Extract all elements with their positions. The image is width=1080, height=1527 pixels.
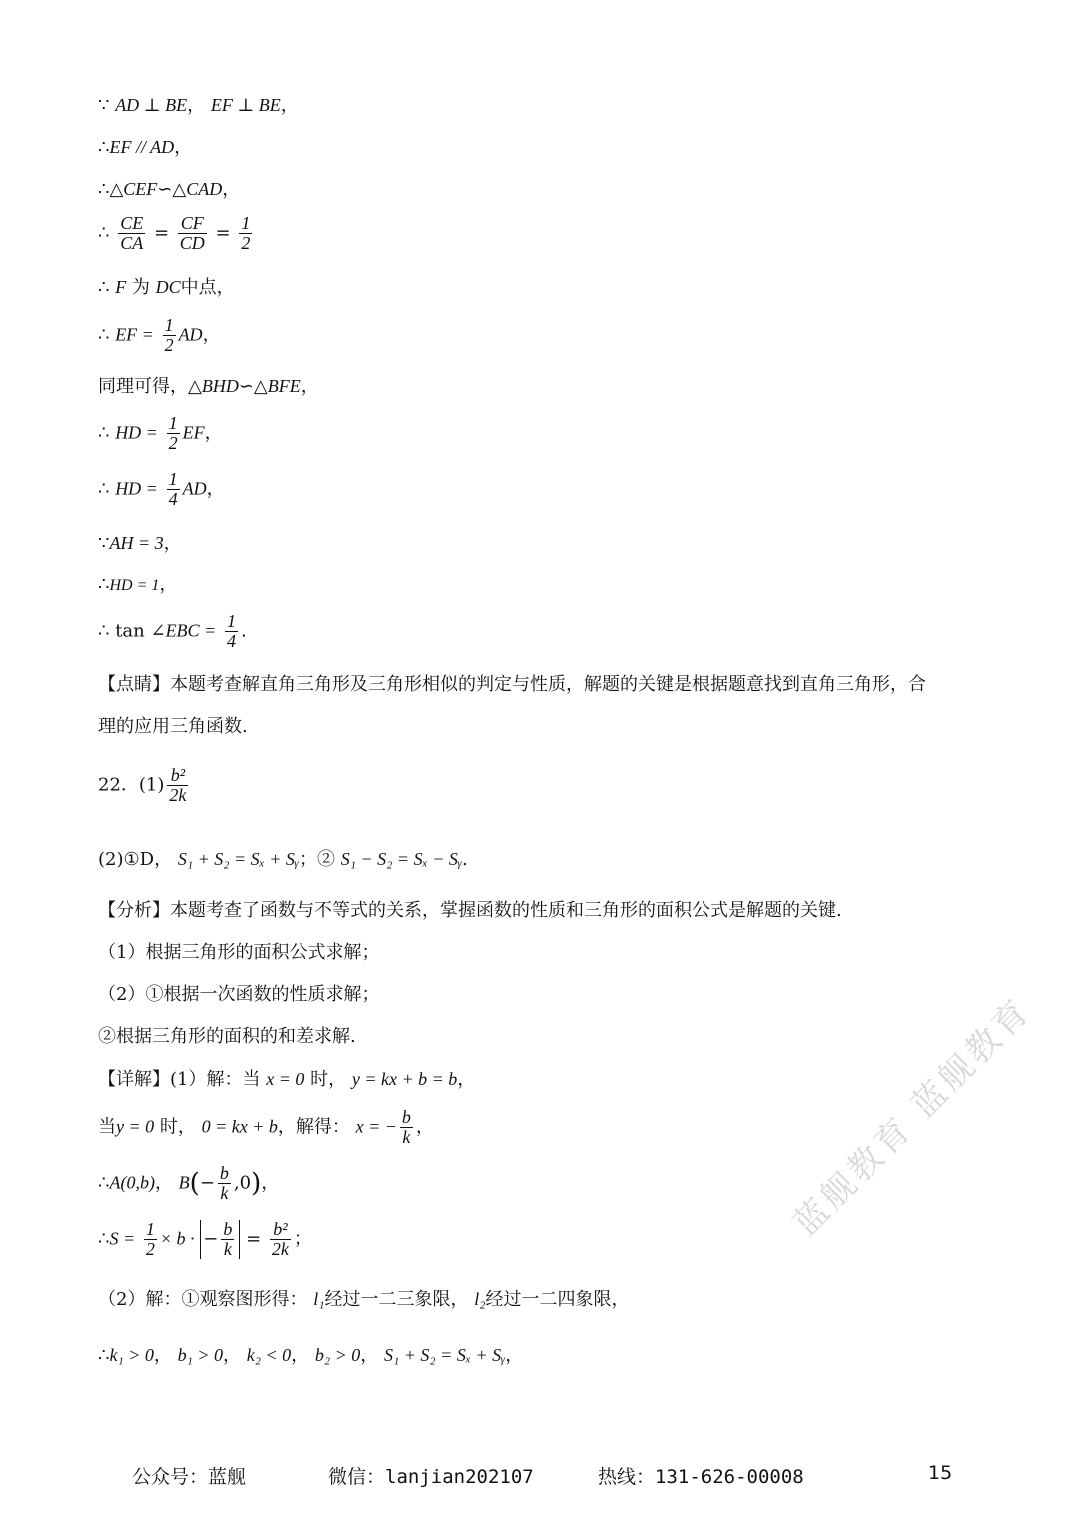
line-23: ∴A(0,b)， B(− $\frac{b}{k}$ ,0)， xyxy=(98,1163,280,1203)
equals: = xyxy=(246,1228,262,1250)
fraction: $\frac{\text{b²}}{2k}$ xyxy=(169,765,187,805)
therefore-symbol: ∴ xyxy=(98,478,110,500)
text: 为 xyxy=(131,277,150,298)
math-expr: b₁ > 0 xyxy=(177,1345,223,1365)
math-expr: EF = xyxy=(115,324,154,345)
line-24 xyxy=(98,1220,312,1259)
text: ；② xyxy=(299,849,336,870)
punct: ， xyxy=(300,376,319,397)
punct: ， xyxy=(202,324,221,346)
math-expr: S = xyxy=(109,1228,136,1249)
math-expr: × b · xyxy=(159,1228,195,1249)
punct: ， xyxy=(163,533,182,554)
punct: . xyxy=(461,849,468,870)
math-expr: y = 0 xyxy=(116,1116,155,1137)
punct: ， xyxy=(222,179,241,200)
because-symbol: ∵ xyxy=(98,95,110,116)
text: 时， xyxy=(310,1069,347,1090)
punct: ， xyxy=(280,95,299,116)
math-expr: ,0 xyxy=(233,1172,252,1194)
text: 时， xyxy=(159,1116,196,1138)
therefore-symbol: ∴ xyxy=(98,137,110,158)
line-19: （2）①根据一次函数的性质求解； xyxy=(98,984,380,1005)
punct: ， xyxy=(505,1345,524,1366)
math-expr: S₁ + S₂ = Sₓ + Sᵧ xyxy=(384,1345,506,1365)
therefore-symbol: ∴ xyxy=(98,222,110,244)
line-20: ②根据三角形的面积的和差求解. xyxy=(98,1026,356,1047)
punct: ， xyxy=(154,1172,173,1194)
page-number: 15 xyxy=(928,1462,953,1484)
fraction: $\frac{1}{2}$ xyxy=(168,413,178,453)
math-expr: x = − xyxy=(355,1116,397,1137)
fraction: $\frac{1}{2}$ xyxy=(164,315,174,355)
line-15 xyxy=(98,766,191,805)
math-var: l₁ xyxy=(313,1289,325,1309)
math-var: F xyxy=(115,277,127,297)
math-expr: k₂ < 0 xyxy=(246,1345,292,1365)
punct: ， xyxy=(204,422,223,444)
math-expr: △BHD∽△BFE xyxy=(188,376,301,396)
line-12 xyxy=(98,612,247,651)
math-var: B xyxy=(178,1172,190,1193)
line-5 xyxy=(98,278,235,297)
text: (2)①D， xyxy=(98,849,173,870)
line-6 xyxy=(98,316,221,355)
punct: ， xyxy=(206,478,225,500)
watermark: 蓝舰教育 蓝舰教育 xyxy=(785,990,1040,1244)
fraction: $\frac{1}{4}$ xyxy=(168,469,178,509)
line-17: 【分析】本题考查了函数与不等式的关系，掌握函数的性质和三角形的面积公式是解题的关键. xyxy=(98,900,842,921)
therefore-symbol: ∴ xyxy=(98,324,110,346)
math-expr: HD = xyxy=(115,422,158,443)
line-3 xyxy=(98,180,240,199)
text: （2）解：①观察图形得： xyxy=(98,1289,308,1310)
footer-hotline xyxy=(598,1462,804,1489)
math-expr: ∠EBC = xyxy=(150,620,217,641)
math-var: l₂ xyxy=(474,1289,486,1309)
fraction: $\frac{CE}{CA}$ xyxy=(120,213,144,253)
math-expr: AH = 3 xyxy=(109,533,164,553)
text: 中点， xyxy=(180,277,235,298)
math-expr: EF xyxy=(182,422,205,443)
hotline-number: 131-626-00008 xyxy=(655,1466,804,1488)
punct: ， xyxy=(415,1116,434,1138)
fraction: $\frac{b}{k}$ xyxy=(401,1107,411,1147)
line-13: 【点睛】本题考查解直角三角形及三角形相似的判定与性质，解题的关键是根据题意找到直角三角形，合 xyxy=(98,674,926,695)
line-11 xyxy=(98,576,177,594)
wechat-id: lanjian202107 xyxy=(385,1466,534,1488)
fraction: $\frac{1}{2}$ xyxy=(145,1219,155,1259)
text: 经过一二四象限， xyxy=(485,1289,630,1310)
therefore-symbol: ∴ xyxy=(98,620,110,642)
punct: . xyxy=(240,620,247,642)
punct: ； xyxy=(293,1228,312,1250)
math-expr: k₁ > 0 xyxy=(109,1345,154,1365)
math-func: tan xyxy=(115,620,145,642)
fraction: $\frac{1}{2}$ xyxy=(241,213,251,253)
fraction: $\frac{1}{4}$ xyxy=(226,611,236,651)
line-2 xyxy=(98,138,192,157)
line-8 xyxy=(98,414,223,453)
punct: ， xyxy=(187,95,206,116)
footer-account: 公众号：蓝舰 xyxy=(132,1466,247,1488)
math-expr: AD xyxy=(182,478,207,499)
line-1 xyxy=(98,96,299,115)
punct: ， xyxy=(174,137,193,158)
wechat-label: 微信： xyxy=(328,1466,386,1488)
therefore-symbol: ∴ xyxy=(98,277,110,298)
text: 当 xyxy=(98,1116,116,1138)
fraction: $\frac{\text{b²}}{2k}$ xyxy=(271,1219,289,1259)
math-expr: 0 = kx + b xyxy=(201,1116,278,1137)
therefore-symbol: ∴ xyxy=(98,1228,110,1250)
therefore-symbol: ∴ xyxy=(98,422,110,444)
line-21 xyxy=(98,1070,475,1089)
math-var: DC xyxy=(155,277,181,297)
therefore-symbol: ∴ xyxy=(98,1345,110,1366)
line-4 xyxy=(98,214,255,253)
equals: = xyxy=(153,222,170,244)
therefore-symbol: ∴ xyxy=(98,574,110,595)
math-expr: y = kx + b = b xyxy=(351,1069,458,1089)
math-expr: x = 0 xyxy=(266,1069,305,1089)
fraction: $\frac{CF}{CD}$ xyxy=(179,213,205,253)
math-expr: EF // AD xyxy=(109,137,175,157)
math-expr: AD ⊥ BE xyxy=(115,95,188,115)
math-expr: HD = 1 xyxy=(109,577,160,594)
math-expr: AD xyxy=(178,324,203,345)
hotline-label: 热线： xyxy=(598,1466,656,1488)
punct: ， xyxy=(457,1069,476,1090)
text: 同理可得， xyxy=(98,376,188,397)
math-expr: HD = xyxy=(115,478,158,499)
text: 【详解】(1）解：当 xyxy=(98,1069,261,1090)
fraction: $\frac{b}{k}$ xyxy=(219,1163,229,1203)
line-10 xyxy=(98,534,182,553)
because-symbol: ∵ xyxy=(98,533,110,554)
line-7 xyxy=(98,377,319,396)
text: ，解得： xyxy=(277,1116,350,1138)
equals: = xyxy=(215,222,231,244)
math-expr: EF ⊥ BE xyxy=(210,95,281,115)
punct: ， xyxy=(159,574,178,595)
line-18: （1）根据三角形的面积公式求解； xyxy=(98,942,380,963)
footer-wechat xyxy=(328,1462,534,1489)
therefore-symbol: ∴ xyxy=(98,1172,110,1194)
math-expr: A(0,b) xyxy=(109,1172,155,1193)
therefore-symbol: ∴ xyxy=(98,179,110,200)
punct: ， xyxy=(261,1172,280,1194)
minus: − xyxy=(199,1172,215,1194)
line-14: 理的应用三角函数. xyxy=(98,716,248,737)
question-number: 22．(1) xyxy=(98,774,165,796)
line-25 xyxy=(98,1290,629,1309)
line-22 xyxy=(98,1108,434,1147)
text: 经过一二三象限， xyxy=(324,1289,469,1310)
math-expr: S₁ + S₂ = Sₓ + Sᵧ xyxy=(177,849,300,869)
math-expr: △CEF∽△CAD xyxy=(109,179,223,199)
math-expr: b₂ > 0 xyxy=(314,1345,361,1365)
math-expr: S₁ − S₂ = Sₓ − Sᵧ xyxy=(340,849,462,869)
absolute-value: − $\frac{b}{k}$ xyxy=(200,1220,240,1259)
line-26: ∴k₁ > 0， b₁ > 0， k₂ < 0， b₂ > 0， S₁ + S₂ = Sₓ + Sᵧ， xyxy=(98,1345,524,1366)
line-9 xyxy=(98,470,225,509)
line-16 xyxy=(98,850,468,869)
